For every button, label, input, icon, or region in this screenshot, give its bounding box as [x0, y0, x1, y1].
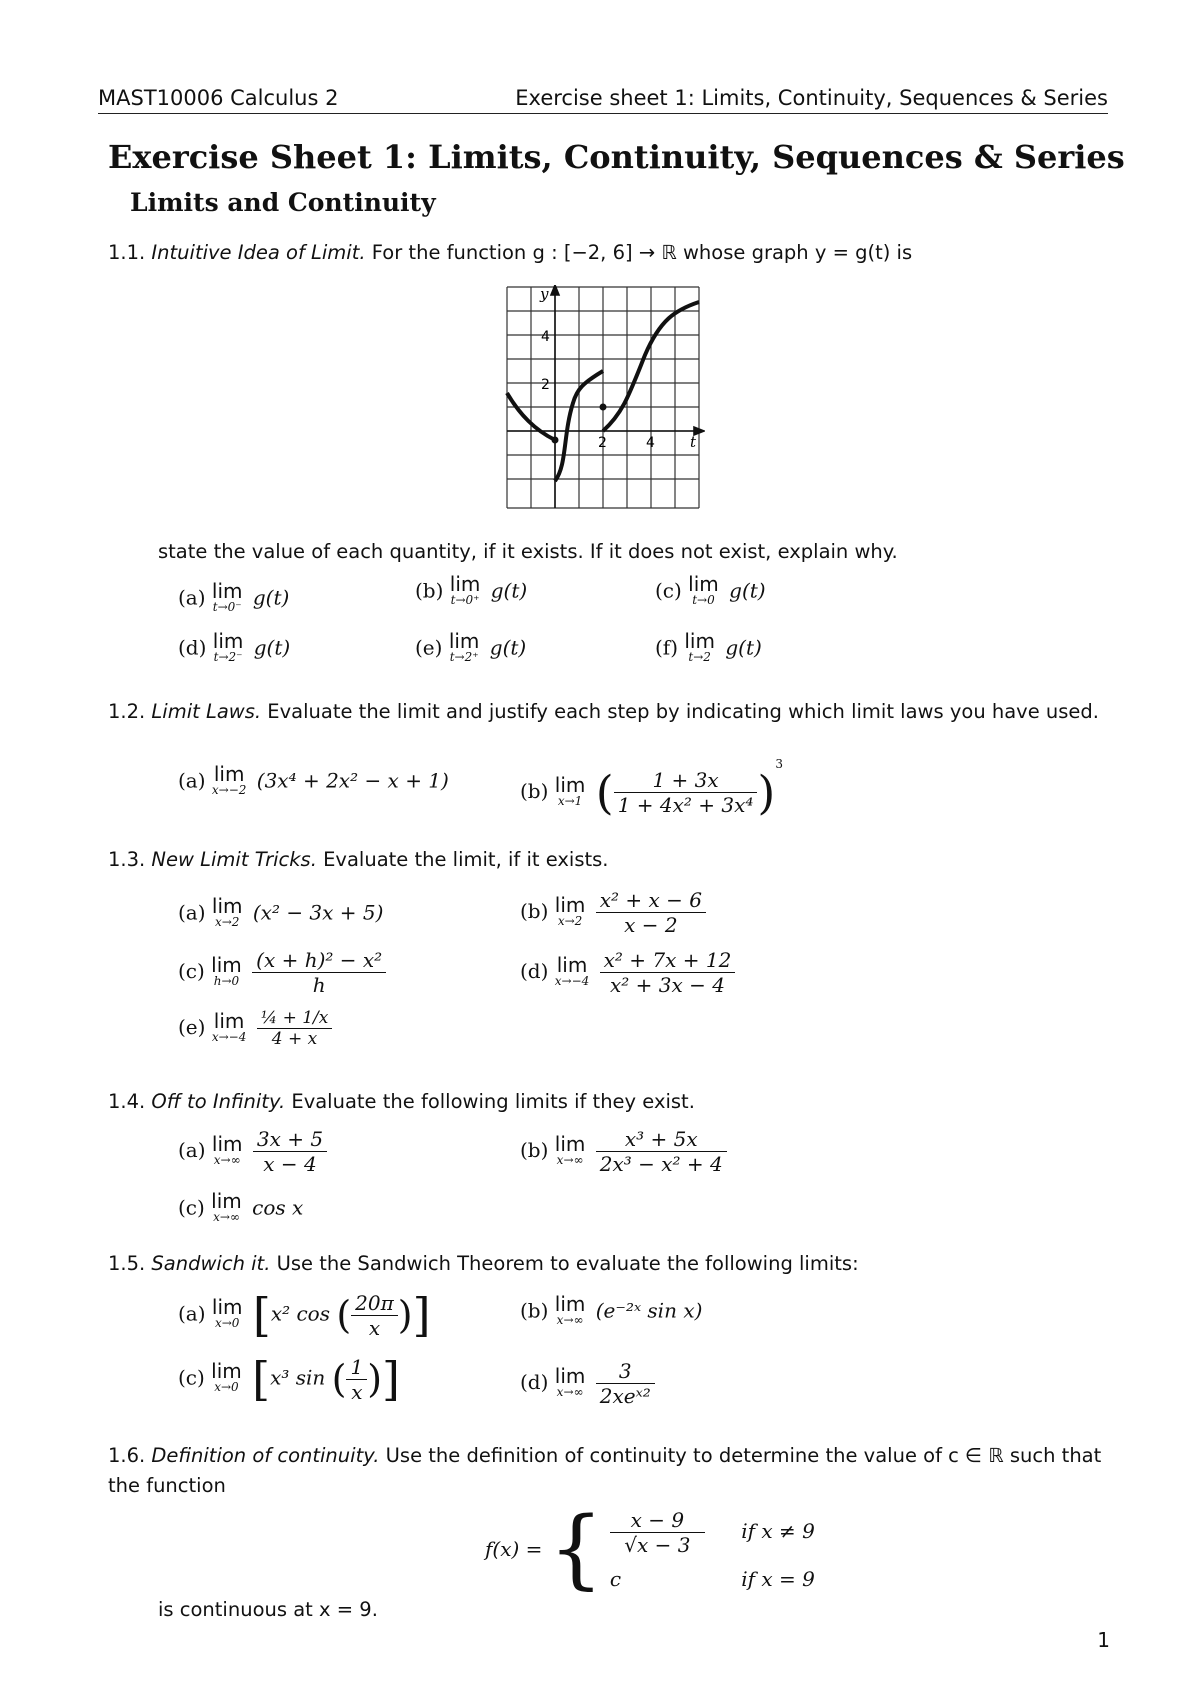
graph-y-tick-4: 4 — [541, 329, 550, 345]
q1-part-f: (f) lim t→2 g(t) — [655, 629, 762, 664]
section-heading: Limits and Continuity — [130, 188, 436, 217]
q5-part-c: (c) lim x→0 [x³ sin ( $\frac{1}{x}$ )] — [178, 1352, 400, 1406]
graph-y-tick-2: 2 — [541, 377, 550, 393]
q3-part-c: (c) lim h→0 $\frac{\text{(x + h)² − x²}}{h}$ — [178, 948, 386, 997]
q1-part-b: (b) lim t→0⁺ g(t) — [415, 572, 528, 607]
question-title: Intuitive Idea of Limit. — [151, 241, 366, 264]
q1-part-a: (a) lim t→0⁻ g(t) — [178, 579, 290, 614]
header-sheet-title: Exercise sheet 1: Limits, Continuity, Sequences & Series — [515, 86, 1108, 110]
q1-part-d: (d) lim t→2⁻ g(t) — [178, 629, 291, 664]
page-title: Exercise Sheet 1: Limits, Continuity, Sequences & Series — [108, 138, 1125, 176]
q4-part-b: (b) lim x→∞ $\frac{\text{x³ + 5x}}{\text{2x³ − x² + 4}}$ — [520, 1127, 727, 1176]
q3-part-d: (d) lim x→−4 $\frac{\text{x² + 7x + 12}}{\text{x² + 3x − 4}}$ — [520, 948, 735, 997]
q3-part-b: (b) lim x→2 $\frac{\text{x² + x − 6}}{x - 2}$ — [520, 888, 706, 937]
q4-part-a: (a) lim x→∞ $\frac{3x + 5}{x - 4}$ — [178, 1127, 327, 1176]
function-graph — [505, 285, 705, 510]
graph-t-tick-2: 2 — [598, 435, 607, 451]
q2-part-b: (b) lim x→1 ( $\frac{1 + 3x}{\text{1 + 4x² + 3x⁴}}$ )$^3$ — [520, 757, 784, 820]
graph-t-label: t — [690, 433, 697, 451]
question-1-1-instructions: state the value of each quantity, if it exists. If it does not exist, explain why. — [158, 540, 898, 563]
question-text: For the function g : [−2, 6] → ℝ whose graph y = g(t) is — [371, 241, 913, 264]
question-1-1 — [108, 238, 1108, 268]
page-number: 1 — [1097, 1628, 1110, 1652]
q1-part-e: (e) lim t→2⁺ g(t) — [415, 629, 527, 664]
q4-part-c: (c) lim x→∞ cos x — [178, 1189, 304, 1224]
question-number: 1.1. — [108, 241, 146, 264]
question-1-6-conclusion: is continuous at x = 9. — [158, 1598, 378, 1621]
graph-y-label: y — [540, 285, 549, 303]
graph-t-tick-4: 4 — [646, 435, 655, 451]
question-1-4: 1.4. Off to Infinity. Evaluate the following limits if they exist. — [108, 1090, 695, 1113]
q5-part-d: (d) lim x→∞ $\frac{3}{\text{2xeˣ²}}$ — [520, 1359, 655, 1408]
q1-part-c: (c) lim t→0 g(t) — [655, 572, 766, 607]
q5-part-b: (b) lim x→∞ (e⁻²ˣ sin x) — [520, 1292, 703, 1327]
q2-part-a: (a) lim x→−2 (3x⁴ + 2x² − x + 1) — [178, 762, 449, 797]
question-1-5: 1.5. Sandwich it. Use the Sandwich Theorem to evaluate the following limits: — [108, 1252, 859, 1275]
question-1-6: 1.6. Definition of continuity. Use the definition of continuity to determine the value of c ∈ ℝ such that the function — [108, 1444, 1102, 1497]
header-course: MAST10006 Calculus 2 — [98, 86, 339, 110]
question-1-2: 1.2. Limit Laws. Evaluate the limit and justify each step by indicating which limit laws you have used. — [108, 700, 1100, 723]
q3-part-a: (a) lim x→2 (x² − 3x + 5) — [178, 894, 384, 929]
q3-part-e: (e) lim x→−4 $\frac{\text{¼ + 1/x}}{4 + x}$ — [178, 1008, 332, 1049]
q5-part-a: (a) lim x→0 [x² cos ( $\frac{20\pi}{x}$ )] — [178, 1288, 431, 1342]
piecewise-function: f(x) = { $\frac{x - 9}{√x - 3}$ if x ≠ 9 c if x = 9 — [485, 1499, 815, 1599]
question-1-3: 1.3. New Limit Tricks. Evaluate the limit, if it exists. — [108, 848, 609, 871]
header-rule — [98, 113, 1108, 114]
